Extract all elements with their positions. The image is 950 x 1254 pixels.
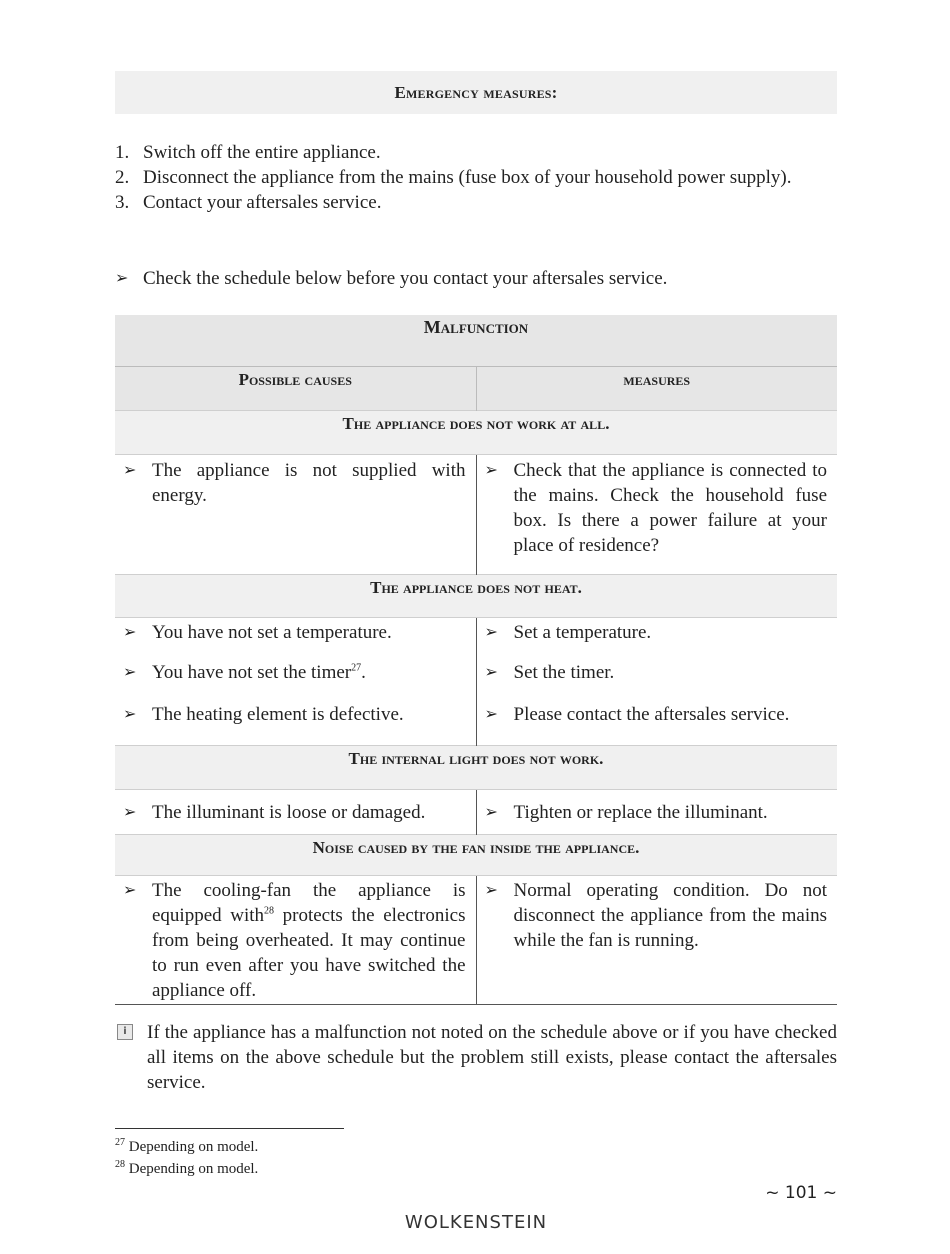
page-number: ~ 101 ~ [765, 1183, 837, 1203]
arrow-bullet-icon: ➢ [123, 882, 137, 899]
emergency-title: Emergency measures: [394, 82, 558, 102]
cause-cell: ➢ You have not set a temperature. ➢ You have not set the timer$^{27}$. ➢ The heating element is defective. [115, 618, 476, 746]
cause-cell: ➢ The cooling-fan the appliance is equipped with$^{28}$ protects the electronics from being overheated. It may continue to run even after you have switched the appliance off. [115, 876, 476, 1005]
footnote-divider [115, 1128, 344, 1129]
arrow-bullet-icon: ➢ [115, 270, 129, 287]
arrow-bullet-icon: ➢ [484, 882, 498, 899]
section-heading: Noise caused by the fan inside the appliance. [115, 835, 837, 876]
footnotes [115, 1136, 258, 1180]
cause-cell: ➢ The appliance is not supplied with energy. [115, 455, 476, 575]
info-note: i If the appliance has a malfunction not noted on the schedule above or if you have checked all items on the above schedule but the problem still exists, please contact the aftersales service. [115, 1020, 837, 1095]
emergency-steps [115, 140, 837, 215]
step-item: 1. Switch off the entire appliance. [115, 142, 381, 163]
arrow-bullet-icon: ➢ [123, 462, 137, 479]
measure-cell: ➢ Check that the appliance is connected to the mains. Check the household fuse box. Is there a power failure at your place of residence? [484, 460, 827, 556]
arrow-bullet-icon: ➢ [484, 462, 498, 479]
malfunction-table [115, 315, 837, 1005]
arrow-bullet-icon: ➢ [484, 803, 498, 821]
arrow-bullet-icon: ➢ [123, 803, 137, 821]
section-heading: The appliance does not work at all. [115, 411, 837, 455]
emergency-banner [115, 71, 837, 114]
arrow-bullet-icon: ➢ [123, 664, 137, 681]
column-header-causes: Possible causes [115, 367, 476, 411]
arrow-bullet-icon: ➢ [484, 664, 498, 681]
section-heading: The internal light does not work. [115, 746, 837, 790]
check-note: ➢ Check the schedule below before you contact your aftersales service. [115, 268, 668, 289]
arrow-bullet-icon: ➢ [484, 624, 498, 641]
arrow-bullet-icon: ➢ [123, 706, 137, 723]
info-icon: i [117, 1024, 133, 1040]
column-header-measures: measures [476, 367, 837, 411]
measure-cell: ➢ Set a temperature. ➢ Set the timer. ➢ Please contact the aftersales service. [484, 622, 790, 725]
step-item: 3. Contact your aftersales service. [115, 192, 382, 213]
section-heading: The appliance does not heat. [115, 575, 837, 618]
footnote-ref: 27 [351, 662, 362, 674]
brand-logo: WOLKENSTEIN [404, 1212, 548, 1233]
cause-cell: ➢ The illuminant is loose or damaged. [115, 790, 476, 835]
arrow-bullet-icon: ➢ [123, 624, 137, 641]
measure-cell: ➢ Normal operating condition. Do not disconnect the appliance from the mains while the fan is running. [476, 876, 837, 1005]
footnote: $^{27}$ Depending on model. [115, 1137, 259, 1155]
footnote-ref: 28 [264, 905, 275, 917]
footnote: $^{28}$ Depending on model. [115, 1159, 259, 1177]
table-title: Malfunction [115, 315, 837, 367]
arrow-bullet-icon: ➢ [484, 706, 498, 723]
measure-cell: ➢ Tighten or replace the illuminant. [484, 801, 768, 823]
step-item: 2. Disconnect the appliance from the mains (fuse box of your household power supply). [115, 167, 792, 188]
